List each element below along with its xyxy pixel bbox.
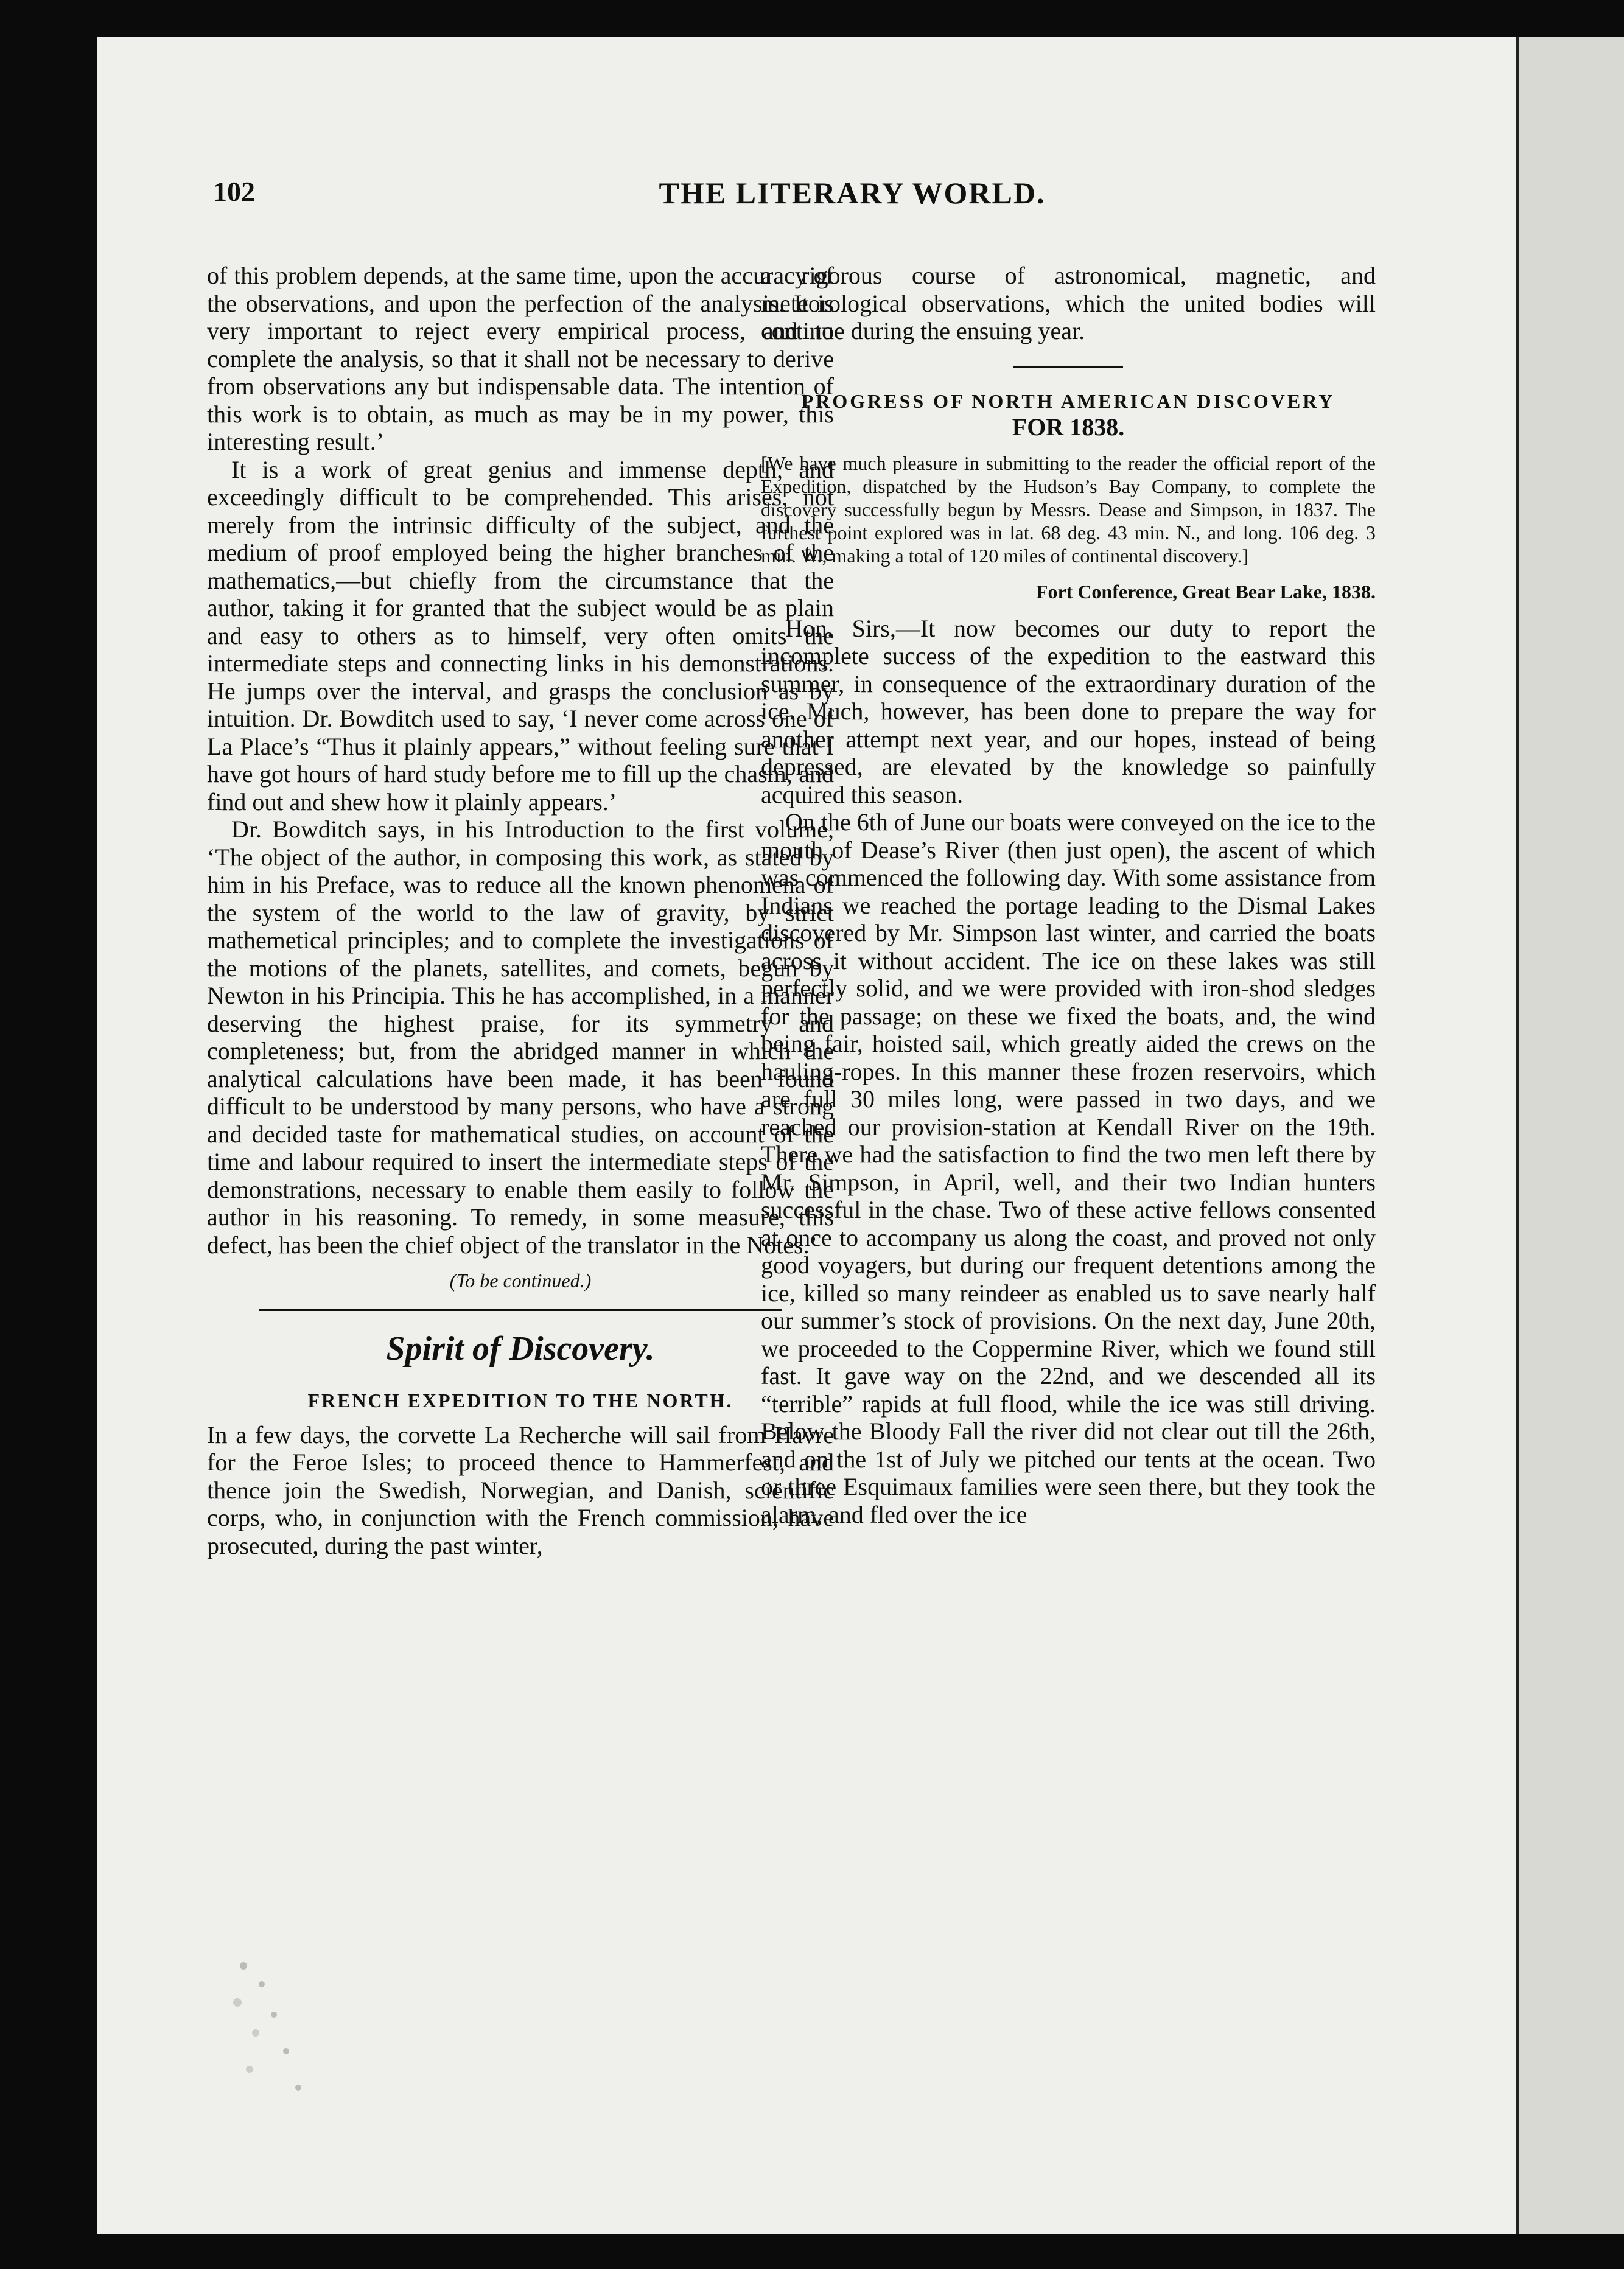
left-paragraph-3: Dr. Bowditch says, in his Introduction to the first volume, ‘The object of the author, in composing this work, as stated by him in his Preface, was to reduce all the known phenomena of the system of the world to the law of gravity, by strict mathemetical principles; and to complete the investigations of the motions of the planets, satellites, and comets, begun by Newton in his Principia. This he has accomplished, in a manner deserving the highest praise, for its symmetry and completeness; but, from the abridged manner in which the analytical calculations have been made, it has been found difficult to be understood by many persons, who have a strong and decided taste for mathematical studies, on account of the time and labour required to insert the intermediate steps of the demonstrations, necessary to enable them easily to follow the author in his reasoning. To remedy, in some measure, this defect, has been the chief object of the translator in the Notes.’ [207, 816, 834, 1259]
section-heading: Spirit of Discovery. [386, 1329, 655, 1368]
section-divider [259, 1309, 782, 1311]
adjacent-page-edge [1516, 37, 1624, 2234]
dateline: Fort Conference, Great Bear Lake, 1838. [1035, 581, 1376, 603]
page-header [97, 170, 1516, 225]
left-paragraph-2: It is a work of great genius and immense depth, and exceedingly difficult to be comprehended. This arises, not merely from the intrinsic difficulty of the subject, and the medium of proof employed being the higher branches of the mathematics,—but chiefly from the circumstance that the author, taking it for granted that the subject would be as plain and easy to others as to himself, very often omits the intermediate steps and connecting links in his demonstrations. He jumps over the interval, and grasps the conclusion as by intuition. Dr. Bowditch used to say, ‘I never come across one of La Place’s “Thus it plainly appears,” without feeling sure that I have got hours of hard study before me to fill up the chasm, and find out and shew how it plainly appears.’ [207, 455, 834, 816]
running-title: THE LITERARY WORLD. [659, 176, 1046, 210]
left-column [207, 262, 834, 1559]
right-column [761, 262, 1376, 1528]
article-title: PROGRESS OF NORTH AMERICAN DISCOVERY [801, 390, 1335, 412]
right-paragraph-2: Hon. Sirs,—It now becomes our duty to report the incomplete success of the expedition to the eastward this summer, in consequence of the extraordinary duration of the ice. Much, however, has been done to prepare the way for another attempt next year, and our hopes, instead of being depressed, are elevated by the knowledge so painfully acquired this season. [761, 614, 1376, 808]
article-divider [1013, 366, 1123, 368]
left-paragraph-4: In a few days, the corvette La Recherche will sail from Havre for the Feroe Isles; to proceed thence to Hammerfest, and thence join the Swedish, Norwegian, and Danish, scientific corps, who, in conjunction with the French commission, have prosecuted, during the past winter, [207, 1421, 834, 1559]
newspaper-page [97, 37, 1516, 2234]
page-number: 102 [213, 176, 255, 207]
right-paragraph-1: a rigorous course of astronomical, magnetic, and meteorological observations, which the united bodies will continue during the ensuing year. [761, 262, 1376, 344]
left-paragraph-1: of this problem depends, at the same time, upon the accuracy of the observations, and upon the perfection of the analysis. It is very important to reject every empirical process, and to complete the analysis, so that it shall not be necessary to derive from observations any but indispensable data. The intention of this work is to obtain, as much as may be in my power, this interesting result.’ [207, 262, 834, 455]
right-paragraph-3: On the 6th of June our boats were conveyed on the ice to the mouth of Dease’s River (then just open), the ascent of which was commenced the following day. With some assistance from Indians we reached the portage leading to the Dismal Lakes discovered by Mr. Simpson last winter, and carried the boats across it without accident. The ice on these lakes was still perfectly solid, and we were provided with iron-shod sledges for the passage; on these we fixed the boats, and, the wind being fair, hoisted sail, which greatly aided the crews on the hauling-ropes. In this manner these frozen reservoirs, which are full 30 miles long, were passed in two days, and we reached our provision-station at Kendall River on the 19th. There we had the satisfaction to find the two men left there by Mr. Simpson, in April, well, and their two Indian hunters successful in the chase. Two of these active fellows consented at once to accompany us along the coast, and proved not only good voyagers, but during our frequent detentions among the ice, killed so many reindeer as enabled us to save nearly half our summer’s stock of provisions. On the next day, June 20th, we proceeded to the Coppermine River, which we found still fast. It gave way on the 22nd, and we descended all its “terrible” rapids at full flood, while the ice was still driving. Below the Bloody Fall the river did not clear out till the 26th, and on the 1st of July we pitched our tents at the ocean. Two or three Esquimaux families were seen there, but they took the alarm, and fled over the ice [761, 808, 1376, 1528]
paper-wear-spots [219, 1948, 402, 2130]
article-subtitle: FOR 1838. [1012, 413, 1125, 441]
to-be-continued: (To be continued.) [449, 1270, 592, 1292]
subsection-heading: FRENCH EXPEDITION TO THE NORTH. [307, 1390, 733, 1411]
editor-note: [We have much pleasure in submitting to the reader the official report of the Expedition, dispatched by the Hudson’s Bay Company, to complete the discovery successfully begun by Messrs. Dease and Simpson, in 1837. The furthest point explored was in lat. 68 deg. 43 min. N., and long. 106 deg. 3 min. W., making a total of 120 miles of continental discovery.] [761, 452, 1376, 567]
